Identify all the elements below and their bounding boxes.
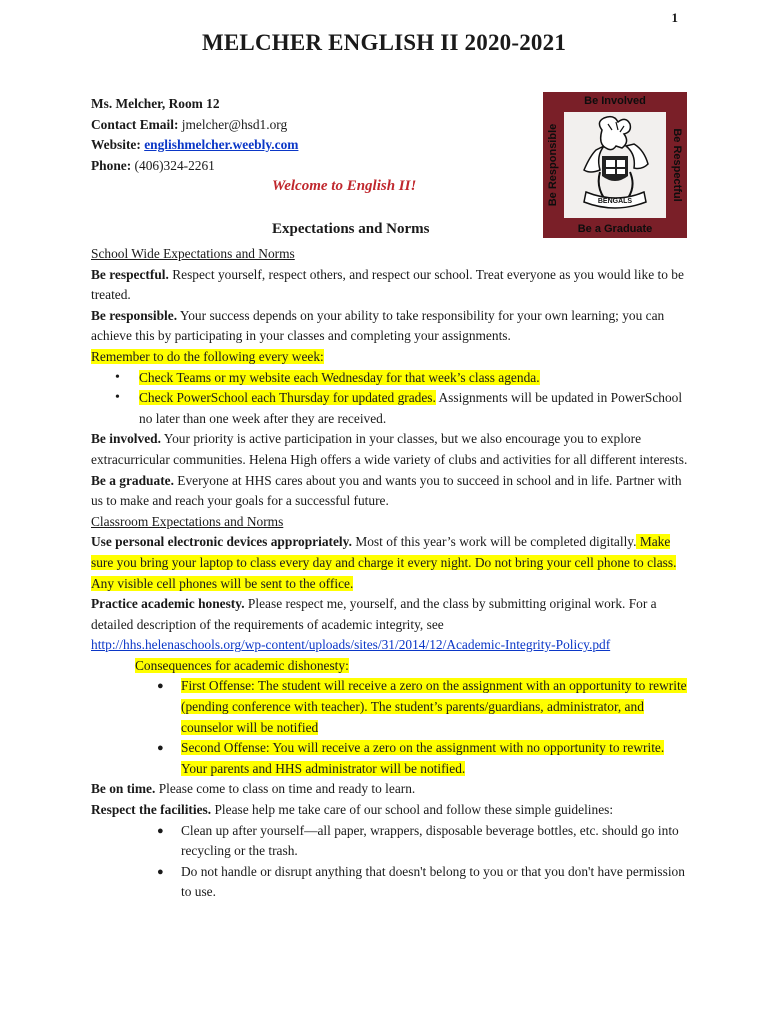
involved-paragraph: Be involved. Your priority is active participation in your classes, but we also encourage you to explore extracurricular communities. Helena High offers a wide variety of clubs and activities for all different interests. <box>91 431 688 467</box>
document-body <box>91 244 691 903</box>
logo-top-text: Be Involved <box>584 95 646 107</box>
logo-bottom-text: Be a Graduate <box>577 223 653 235</box>
list-item: • Check PowerSchool each Thursday for updated grades. Assignments will be updated in PowerSchool no later than one week after they are received. <box>91 388 691 429</box>
school-logo <box>543 92 687 238</box>
logo-emblem <box>564 112 666 218</box>
teacher-name: Ms. Melcher, Room 12 <box>91 96 220 111</box>
website-label: Website: <box>91 137 141 152</box>
email-label: Contact Email: <box>91 116 179 132</box>
logo-center-text: BENGALS <box>597 198 633 205</box>
list-item: ● First Offense: The student will receive a zero on the assignment with an opportunity to rewrite (pending conference with teacher). The student’s parents/guardians, administrator, and counselor will be notified <box>91 676 691 738</box>
weekly-note: Remember to do the following every week: <box>91 348 324 364</box>
phone-label: Phone: <box>91 157 132 173</box>
offense-list <box>91 676 691 779</box>
logo-left-text: Be Responsible <box>547 123 559 207</box>
school-wide-heading: School Wide Expectations and Norms <box>91 246 295 261</box>
devices-paragraph: Use personal electronic devices appropriately. Most of this year’s work will be completed digitally. Make sure you bring your laptop to class every day and charge it every night. Do not bring your cell phone to class. Any visible cell phones will be sent to the office. <box>91 534 677 591</box>
website-link[interactable]: englishmelcher.weebly.com <box>144 137 299 152</box>
logo-right-text: Be Respectful <box>671 128 683 202</box>
phone-value: (406)324-2261 <box>134 157 215 173</box>
weekly-list <box>91 368 691 430</box>
welcome-heading: Welcome to English II! <box>272 178 417 194</box>
ontime-paragraph: Be on time. Please come to class on time and ready to learn. <box>91 781 416 797</box>
integrity-policy-link[interactable]: http://hhs.helenaschools.org/wp-content/uploads/sites/31/2014/12/Academic-Integrity-Policy.pdf <box>91 637 611 653</box>
page-title: MELCHER ENGLISH II 2020-2021 <box>201 30 567 55</box>
list-item: ● Clean up after yourself—all paper, wrappers, disposable beverage bottles, etc. should go into recycling or the trash. <box>91 821 691 862</box>
graduate-paragraph: Be a graduate. Everyone at HHS cares about you and wants you to succeed in school and in life. Partner with us to make and reach your goals for a successful future. <box>91 472 682 509</box>
respectful-paragraph: Be respectful. Respect yourself, respect others, and respect our school. Treat everyone as you would like to be treated. <box>91 266 684 303</box>
honesty-paragraph: Practice academic honesty. Please respect me, yourself, and the class by submitting original work. For a detailed description of the requirements of academic integrity, see <box>91 596 657 632</box>
list-item: • Check Teams or my website each Wednesday for that week’s class agenda. <box>91 368 691 389</box>
consequences-label: Consequences for academic dishonesty: <box>135 657 349 673</box>
list-item: ● Second Offense: You will receive a zero on the assignment with no opportunity to rewrite. Your parents and HHS administrator will be notified. <box>91 738 691 779</box>
email-value: jmelcher@hsd1.org <box>181 116 288 132</box>
bengal-emblem-icon <box>564 112 666 218</box>
contact-block <box>91 94 298 176</box>
facilities-list <box>91 821 691 903</box>
classroom-heading: Classroom Expectations and Norms <box>91 513 284 529</box>
page-number: 1 <box>671 10 678 25</box>
list-item: ● Do not handle or disrupt anything that doesn't belong to you or that you don't have permission to use. <box>91 862 691 903</box>
facilities-paragraph: Respect the facilities. Please help me take care of our school and follow these simple guidelines: <box>91 802 614 818</box>
section-title: Expectations and Norms <box>272 221 430 237</box>
responsible-paragraph: Be responsible. Your success depends on your ability to take responsibility for your own learning; you can achieve this by participating in your classes and completing your assignments. <box>91 307 665 344</box>
